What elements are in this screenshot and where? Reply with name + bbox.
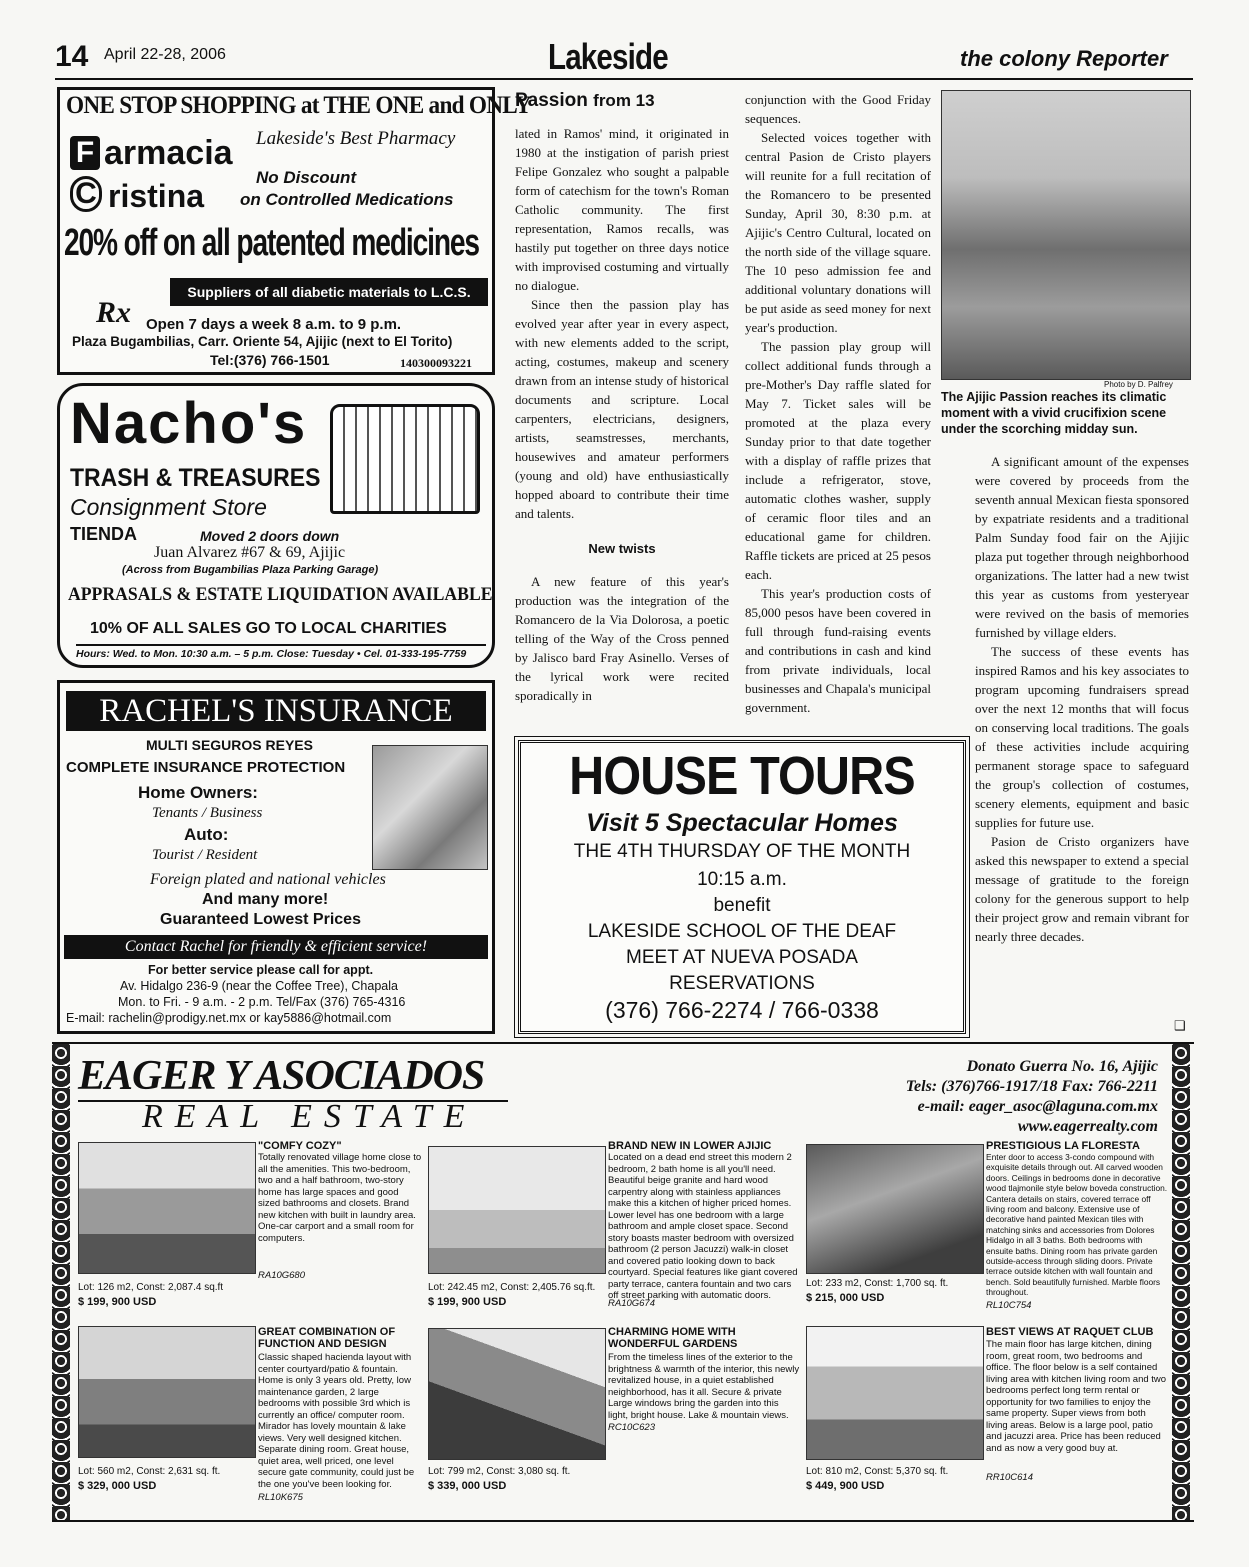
rachel-contact-banner: Contact Rachel for friendly & efficient service! [64,935,488,959]
farmacia-code: 140300093221 [400,356,472,370]
listing-lot: Lot: 810 m2, Const: 5,370 sq. ft. [806,1466,949,1477]
rachel-hours: Mon. to Fri. - 9 a.m. - 2 p.m. Tel/Fax (376) 765-4316 [118,995,406,1009]
home-owners-label: Home Owners: [138,783,258,802]
rachel-sub1: MULTI SEGUROS REYES [146,737,313,753]
farmacia-ad [57,87,531,375]
masthead: the colony Reporter [960,46,1168,71]
eager-web[interactable]: www.eagerrealty.com [1017,1118,1158,1135]
article-paragraph: The success of these events has inspired Ramos and his key associates to program upcoming fundraisers spread over the next 12 months that will focus on conserving local traditions. The goals of these activities include acquiring permanent storage space to safeguard the group's collection of costumes, scenery elements, equipment and basic supplies for future use. [975,644,1189,830]
listing-card[interactable] [806,1140,1170,1312]
eager-sub: REAL ESTATE [142,1098,477,1135]
farmacia-hours: Open 7 days a week 8 a.m. to 9 p.m. [146,316,402,333]
page-number: 14 [55,40,89,73]
listing-photo [78,1142,256,1274]
article-paragraph: lated in Ramos' mind, it originated in 1980 at the instigation of parish priest Felipe Gonzalez who sought a palpable form of catechism for the town's Roman Catholic community. The first representation, Ramos recalls, was hastily put together on three days notice with improvised costuming and virtually no dialogue. [515,126,729,293]
listing-title: BRAND NEW IN LOWER AJIJIC [608,1140,772,1152]
foreign-label: Foreign plated and national vehicles [150,871,386,888]
listing-card[interactable] [78,1326,423,1506]
header-rule [55,78,1193,80]
eager-email[interactable]: e-mail: eager_asoc@laguna.com.mx [917,1098,1158,1115]
listing-card[interactable] [78,1140,423,1312]
treasure-chest-icon [330,404,480,514]
no-discount-1: No Discount [256,168,357,187]
house-tours-line5: MEET AT NUEVA POSADA [626,947,858,968]
listing-photo [428,1328,606,1460]
listing-price: $ 339, 000 USD [428,1480,507,1492]
listing-photo [806,1144,984,1274]
nachos-address: Juan Alvarez #67 & 69, Ajijic [154,544,346,561]
listing-photo [806,1326,984,1460]
listing-card[interactable] [428,1140,800,1312]
listing-title: CHARMING HOME WITH WONDERFUL GARDENS [608,1326,738,1350]
house-tours-line1: THE 4TH THURSDAY OF THE MONTH [573,841,911,862]
listing-photo [78,1326,256,1458]
nachos-apprasals: APPRASALS & ESTATE LIQUIDATION AVAILABLE [68,584,493,605]
house-tours-ad [518,740,966,1034]
listing-price: $ 199, 900 USD [78,1296,157,1308]
listing-title: BEST VIEWS AT RAQUET CLUB [986,1326,1154,1338]
nachos-line2: Consignment Store [70,494,267,520]
house-tours-sub: Visit 5 Spectacular Homes [586,809,898,837]
listing-price: $ 199, 900 USD [428,1296,507,1308]
rachel-title: RACHEL'S INSURANCE [66,691,486,731]
tenants-label: Tenants / Business [152,805,263,821]
more-label: And many more! [202,891,329,908]
article-paragraph: Since then the passion play has evolved year after year in every aspect, with new elements added to the script, acting, costumes, makeup and scenery drawn from an intense study of historical documents and scripture. Local carpenters, electricians, designers, artists, seamstresses, merchants, housewives and amateur performers (young and old) have enthusiastically hopped aboard to contribute their time and talents. [515,297,729,521]
listing-text: Located on a dead end street this modern 2 bedroom, 2 bath home is all you'll need. Beautiful beige granite and hard wood carpentry along with stainless appliances make this a kitchen of higher priced homes. Lower level has one bedroom with a large bathroom and ample closet space. Second story boasts master bedroom with oversized bathroom (2 person Jacuzzi) walk-in closet and covered patio looking down to back courtyard. Special features like giant covered party terrace, cantera fountain and two cars off street parking with automatic doors. [608,1152,798,1301]
listing-ref: RL10K675 [258,1492,303,1503]
house-tours-line3: benefit [713,895,771,916]
section-title: Lakeside [548,36,668,77]
article-column-2 [745,90,931,717]
listing-text: Classic shaped hacienda layout with center courtyard/patio & fountain. Home is only 3 years old. Pretty, low maintenance garden, 2 large bedrooms with possible 3rd which is currently an office/ computer room. Mirador has lovely mountain & lake views. Very well designed kitchen. Separate dining room. Great house, quiet area, well priced, one level secure gate community, could just be the one you've been looking for. [258,1352,415,1490]
house-tours-phone[interactable]: (376) 766-2274 / 766-0338 [605,997,879,1023]
nachos-across: (Across from Bugambilias Plaza Parking Garage) [122,564,379,576]
house-tours-line4: LAKESIDE SCHOOL OF THE DEAF [587,921,897,942]
auto-label: Auto: [184,825,229,844]
listing-lot: Lot: 560 m2, Const: 2,631 sq. ft. [78,1466,221,1477]
nachos-moved: Moved 2 doors down [200,528,340,544]
farmacia-brand-2: ristina [108,178,205,214]
rachel-photo [372,745,488,870]
eager-tels: Tels: (376)766-1917/18 Fax: 766-2211 [905,1078,1158,1095]
farmacia-tel: Tel:(376) 766-1501 [210,352,330,368]
farmacia-brand-1: armacia [104,134,233,172]
listing-card[interactable] [806,1326,1170,1506]
listing-price: $ 449, 900 USD [806,1480,885,1492]
rachel-better: For better service please call for appt. [148,963,374,977]
article-paragraph: The passion play group will collect additional funds through a pre-Mother's Day raffle slated for May 7. Ticket sales will be promoted at the plaza every Sunday prior to that date together with a display of raffle prizes that include a refrigerator, stove, automatic clothes washer, supply of ceramic floor tiles and an educational game for children. Raffle tickets are priced at 25 pesos each. [745,339,931,582]
article-subhead: New twists [588,541,656,556]
listing-price: $ 329, 000 USD [78,1480,157,1492]
house-tours-line2: 10:15 a.m. [697,869,787,890]
article-column-1 [515,124,729,705]
article-paragraph: Pasion de Cristo organizers have asked this newspaper to extend a special message of gratitude to the foreign colony for the generous support to help their project grow and remain vibrant for nearly three decades. [975,834,1189,944]
farmacia-headline: ONE STOP SHOPPING at THE ONE and ONLY [66,92,531,119]
tourist-label: Tourist / Resident [152,847,258,863]
eager-name: EAGER Y ASOCIADOS [78,1053,485,1099]
house-tours-title: HOUSE TOURS [569,746,915,806]
listing-lot: Lot: 233 m2, Const: 1,700 sq. ft. [806,1278,949,1289]
end-mark: ❑ [1174,1018,1186,1033]
article-headline [515,90,655,112]
listing-title: "COMFY COZY" [258,1140,342,1152]
rachel-insurance-ad [57,680,495,1034]
article-headline-text: Passion [515,90,588,111]
listing-text: Enter door to access 3-condo compound with exquisite details through out. All carved wooden doors. Ceilings in bedrooms done in decorative wood tlajmonile style below boveda construction. Cantera details on stairs, covered terrace off living room and balcony. Extensive use of decorative hand painted Mexican tiles with matching sinks and accessories from Dolores Hidalgo in all 3 baths. Both bedrooms with ensuite baths. Dining room has private garden outside-access through sliding doors. Private terrace outside kitchen with wall fountain and bench. Sold beautifully furnished. Marble floors throughout. [986,1152,1168,1298]
nachos-ad [57,383,495,668]
article-paragraph: A new feature of this year's production was the integration of the Romancero de la Via Dolorosa, a poetic telling of the Way of the Cross penned by Jalisco bard Fray Asinello. Verses of the lyrical work were recited sporadically in [515,574,729,703]
article-paragraph: A significant amount of the expenses were covered by proceeds from the seventh annual Mexican fiesta sponsored by expatriate residents and a traditional Palm Sunday food fair on the Ajijic plaza put together through neighborhood organizations. The latter had a new twist this year as customs from yesteryear were revived on the basis of memories furnished by village elders. [975,454,1189,640]
rx-symbol: Rx [96,296,132,329]
listing-card[interactable] [428,1326,800,1506]
listing-ref: RA10G680 [258,1270,306,1281]
nachos-charities: 10% OF ALL SALES GO TO LOCAL CHARITIES [90,620,447,637]
no-discount-2: on Controlled Medications [240,190,454,209]
article-from[interactable]: from 13 [593,91,655,110]
farmacia-initial-f: F [70,136,100,170]
left-border-ornament [52,1044,70,1520]
farmacia-offer: 20% off on all patented medicines [64,222,479,264]
photo-caption: The Ajijic Passion reaches its climatic moment with a vivid crucifixion scene under the scorching midday sun. [941,390,1167,436]
rachel-address: Av. Hidalgo 236-9 (near the Coffee Tree), Chapala [120,979,398,993]
listing-title: PRESTIGIOUS LA FLORESTA [986,1140,1141,1152]
eager-ad [52,1042,1194,1522]
listing-ref: RA10G674 [608,1298,656,1309]
suppliers-banner: Suppliers of all diabetic materials to L.C.S. [170,278,488,306]
crucifixion-photo [941,90,1191,380]
nachos-tienda: TIENDA [70,524,137,544]
eager-address: Donato Guerra No. 16, Ajijic [966,1058,1158,1075]
nachos-line1: TRASH & TREASURES [70,464,321,492]
listing-lot: Lot: 242.45 m2, Const: 2,405.76 sq.ft. [428,1282,596,1293]
rachel-email[interactable]: E-mail: rachelin@prodigy.net.mx or kay5886@hotmail.com [66,1011,392,1025]
photo-credit: Photo by D. Palfrey [1104,380,1173,389]
article-paragraph: conjunction with the Good Friday sequences. [745,92,931,126]
listing-text: Totally renovated village home close to all the amenities. This two-bedroom, two and a half bathroom, two-story home has large spaces and good sized bathrooms and closets. Brand new kitchen with built in laundry area. One-car carport and a small room for computers. [258,1152,422,1244]
guaranteed-label: Guaranteed Lowest Prices [160,911,361,928]
listing-ref: RL10C754 [986,1300,1032,1311]
listing-lot: Lot: 126 m2, Const: 2,087.4 sq.ft [78,1282,224,1293]
listing-ref: RR10C614 [986,1472,1033,1483]
farmacia-initial-c: C [70,176,102,212]
listing-text: From the timeless lines of the exterior to the brightness & warmth of the interior, this newly revitalized house, in a quiet established neighborhood, has it all. Secure & private Large windows bring the garden into this light, bright house. Lake & mountain views. [608,1352,800,1421]
listing-text: The main floor has large kitchen, dining room, great room, two bedrooms and office. The floor below is a self contained living area with kitchen living room and two bedrooms perfect long term rental or opportunity for two families to enjoy the same property. Super views from both living areas. Below is a large pool, patio and jacuzzi area. Price has been reduced and as now a very good buy at. [986,1339,1167,1454]
listing-lot: Lot: 799 m2, Const: 3,080 sq. ft. [428,1466,571,1477]
article-paragraph: This year's production costs of 85,000 pesos have been covered in full through fund-raising events and contributions in cash and kind from private individuals, local businesses and Chapala's municipal government. [745,586,931,715]
listing-ref: RC10C623 [608,1422,655,1433]
nachos-hours: Hours: Wed. to Mon. 10:30 a.m. – 5 p.m. Close: Tuesday • Cel. 01-333-195-7759 [76,644,486,660]
listing-price: $ 215, 000 USD [806,1292,885,1304]
right-border-ornament [1172,1044,1190,1520]
farmacia-tagline: Lakeside's Best Pharmacy [256,128,456,149]
listing-title: GREAT COMBINATION OF FUNCTION AND DESIGN [258,1326,396,1350]
nachos-name: Nacho's [70,391,308,456]
farmacia-address: Plaza Bugambilias, Carr. Oriente 54, Ajijic (next to El Torito) [72,334,453,349]
issue-date: April 22-28, 2006 [104,46,226,63]
house-tours-line6: RESERVATIONS [669,973,815,994]
listing-photo [428,1146,606,1274]
article-column-3 [975,452,1189,946]
article-paragraph: Selected voices together with central Pasion de Cristo players will reunite for a full recitation of the Romancero to be presented Sunday, April 30, 8:30 p.m. at Ajijic's Centro Cultural, located on the north side of the village square. The 10 peso admission fee and additional voluntary donations will be put aside as seed money for next year's production. [745,130,931,335]
rachel-sub2: COMPLETE INSURANCE PROTECTION [66,759,346,776]
